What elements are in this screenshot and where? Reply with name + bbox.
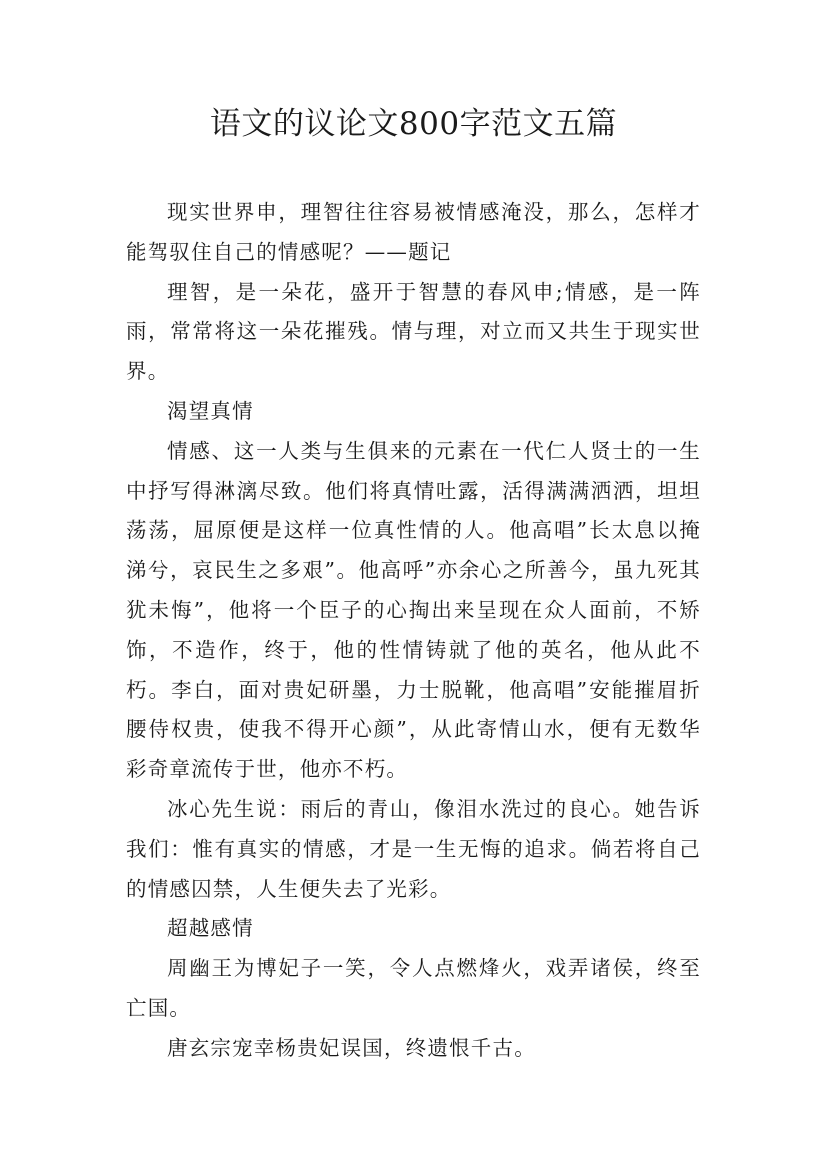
paragraph-zhou-you-wang: 周幽王为博妃子一笑，令人点燃烽火，戏弄诸侯，终至亡国。 bbox=[126, 956, 701, 1020]
paragraph-bing-xin: 冰心先生说：雨后的青山，像泪水洗过的良心。她告诉我们：惟有真实的情感，才是一生无悔的追求。倘若将自己的情感囚禁，人生便失去了光彩。 bbox=[126, 796, 701, 901]
document-title: 语文的议论文800字范文五篇 bbox=[209, 106, 618, 142]
section-heading-yearn-true-feeling: 渴望真情 bbox=[167, 398, 254, 423]
section-heading-transcend-feeling: 超越感情 bbox=[167, 916, 254, 941]
paragraph-epigraph: 现实世界申，理智往往容易被情感淹没，那么，怎样才能驾驭住自己的情感呢？——题记 bbox=[126, 200, 701, 264]
document-body bbox=[126, 193, 701, 1069]
paragraph-tang-xuanzong: 唐玄宗宠幸杨贵妃误国，终遗恨千古。 bbox=[167, 1035, 536, 1060]
paragraph-qu-yuan-li-bai: 情感、这一人类与生俱来的元素在一代仁人贤士的一生中抒写得淋漓尽致。他们将真情吐露，活得满满洒洒，坦坦荡荡，屈原便是这样一位真性情的人。他高唱”长太息以掩涕兮，哀民生之多艰”。他高呼”亦余心之所善今，虽九死其犹未悔”，他将一个臣子的心掏出来呈现在众人面前，不矫饰，不造作，终于，他的性情铸就了他的英名，他从此不朽。李白，面对贵妃研墨，力士脱靴，他高唱”安能摧眉折腰侍权贵，使我不得开心颜”，从此寄情山水，便有无数华彩奇章流传于世，他亦不朽。 bbox=[126, 438, 701, 782]
paragraph-intro: 理智，是一朵花，盛开于智慧的春风申;情感，是一阵雨，常常将这一朵花摧残。情与理，对立而又共生于现实世界。 bbox=[126, 279, 701, 384]
